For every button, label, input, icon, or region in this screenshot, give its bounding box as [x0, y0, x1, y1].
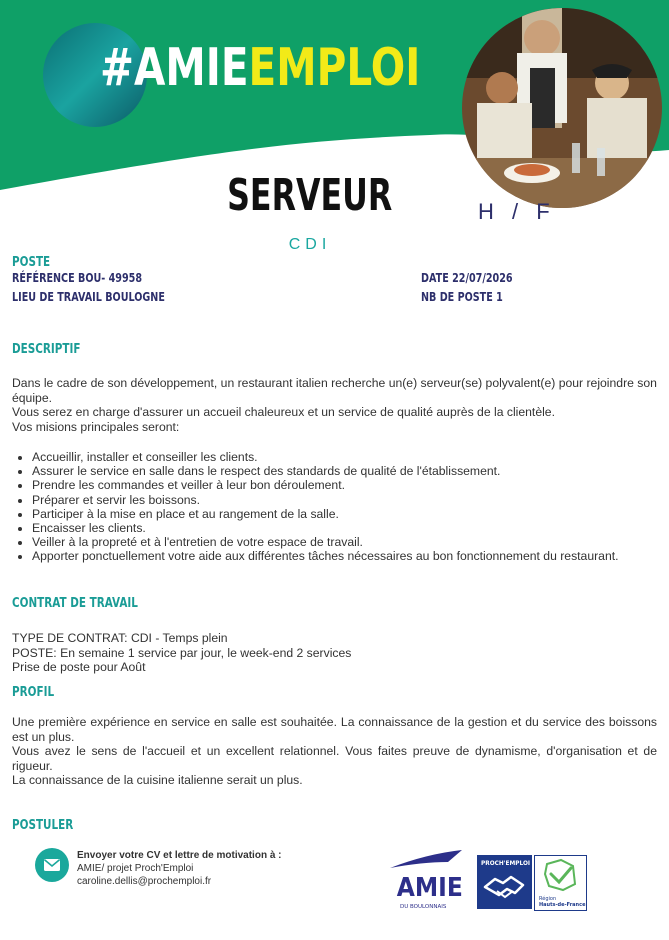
profil-paragraph-3: La connaissance de la cuisine italienne serait un plus. [12, 773, 303, 787]
list-item: • Préparer et servir les boissons. [32, 493, 657, 507]
brand-logo: #AMIEEMPLOI [100, 38, 421, 98]
missions-list [12, 450, 657, 564]
section-heading-poste: POSTE [12, 255, 51, 270]
contact-instruction: Envoyer votre CV et lettre de motivation à : [77, 850, 282, 861]
profil-paragraph-2: Vous avez le sens de l'accueil et un excellent relationnel. Vous faites preuve de dynamisme, d'organisation et de rigueur. [12, 744, 657, 773]
descriptif-intro-2: Vous serez en charge d'assurer un accueil chaleureux et un service de qualité auprès de la clientèle. [12, 405, 555, 419]
list-item: • Prendre les commandes et veiller à leur bon déroulement. [32, 478, 657, 492]
region-logo [534, 855, 587, 911]
contract-type-label: CDI [288, 236, 332, 253]
list-item: • Veiller à la propreté et à l'entretien de votre espace de travail. [32, 535, 657, 549]
list-item: • Apporter ponctuellement votre aide aux différentes tâches nécessaires au bon fonctionnement du restaurant. [32, 549, 657, 563]
section-heading-contrat: CONTRAT DE TRAVAIL [12, 596, 138, 611]
mail-icon [35, 848, 69, 882]
list-item: • Encaisser les clients. [32, 521, 657, 535]
list-item: • Participer à la mise en place et au rangement de la salle. [32, 507, 657, 521]
contract-schedule-line: POSTE: En semaine 1 service par jour, le week-end 2 services [12, 645, 352, 660]
amie-logo-text: AMIE [396, 871, 463, 903]
list-item: • Accueillir, installer et conseiller les clients. [32, 450, 657, 464]
amie-logo-subtext: DU BOULONNAIS [400, 904, 447, 910]
gender-label: H / F [478, 199, 556, 224]
descriptif-intro-1: Dans le cadre de son développement, un restaurant italien recherche un(e) serveur(se) polyvalent(e) pour rejoindre son équipe. [12, 376, 657, 405]
descriptif-intro-3: Vos misions principales seront: [12, 419, 180, 434]
date-field: DATE 22/07/2026 [421, 271, 513, 285]
nb-poste-field: NB DE POSTE 1 [421, 290, 503, 304]
amie-logo [386, 848, 466, 912]
contact-organisation: AMIE/ projet Proch'Emploi [77, 863, 194, 874]
reference-field: RÉFÉRENCE BOU- 49958 [12, 271, 142, 285]
proch-emploi-logo [477, 855, 532, 909]
section-heading-descriptif: DESCRIPTIF [12, 342, 81, 357]
contact-block [77, 849, 282, 888]
contract-type-line: TYPE DE CONTRAT: CDI - Temps plein [12, 631, 228, 645]
proch-logo-text: PROCH'EMPLOI [481, 861, 531, 867]
profil-paragraph-1: Une première expérience en service en salle est souhaitée. La connaissance de la gestion et du service des boissons est un plus. [12, 715, 657, 744]
contact-email[interactable]: caroline.dellis@prochemploi.fr [77, 876, 212, 887]
contrat-text [12, 631, 657, 675]
section-heading-postuler: POSTULER [12, 818, 74, 833]
profil-text [12, 715, 657, 788]
workplace-field: LIEU DE TRAVAIL BOULOGNE [12, 290, 165, 304]
section-heading-profil: PROFIL [12, 685, 55, 700]
region-logo-text-1: Région [539, 896, 557, 902]
list-item: • Assurer le service en salle dans le respect des standards de qualité de l'établissement. [32, 464, 657, 478]
region-logo-text-2: Hauts-de-France [539, 902, 586, 908]
descriptif-text [12, 376, 657, 564]
job-title: SERVEUR [227, 170, 393, 221]
contract-start-line: Prise de poste pour Août [12, 660, 146, 674]
